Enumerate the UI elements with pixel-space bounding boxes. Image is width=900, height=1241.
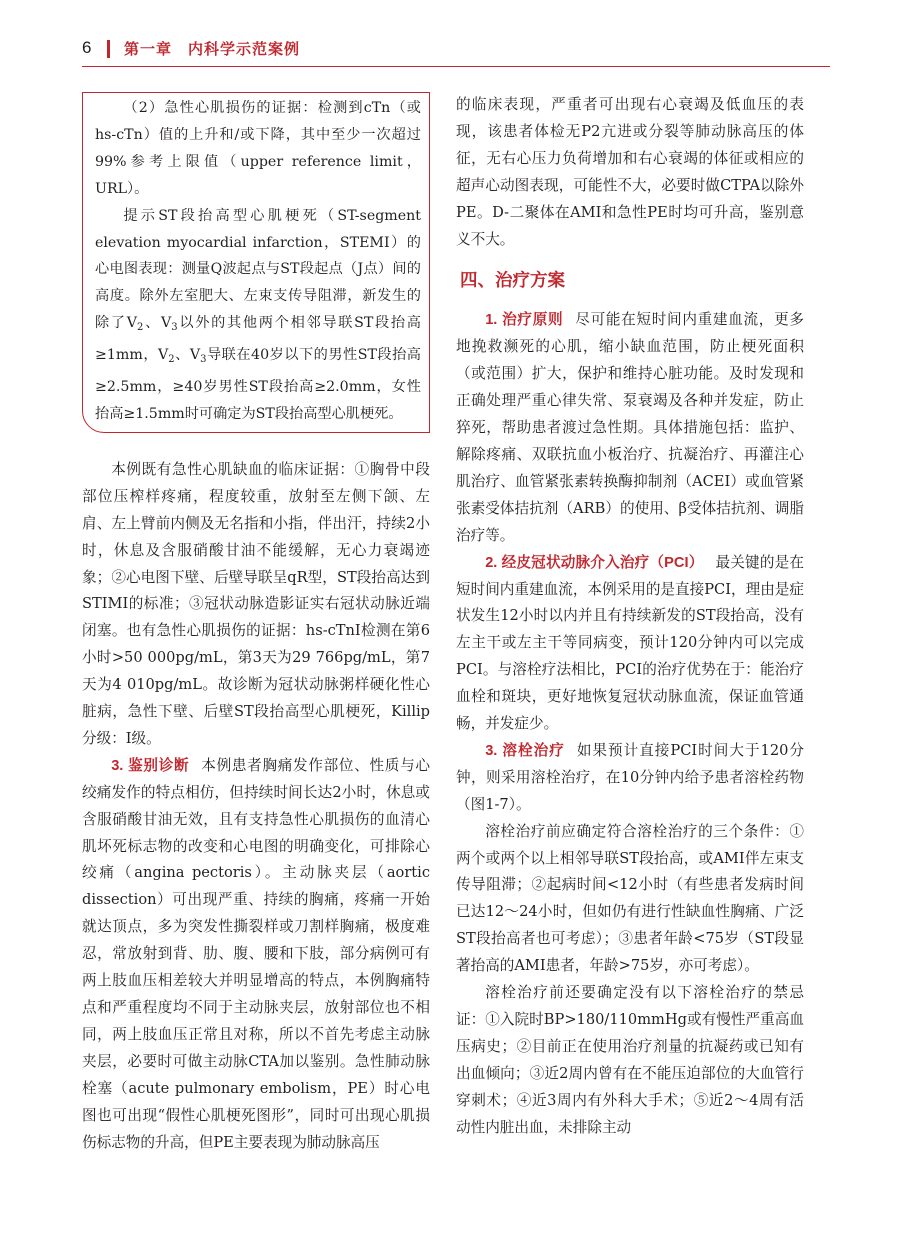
pci-paragraph: 2. 经皮冠状动脉介入治疗（PCI） 最关键的是在短时间内重建血流，本例采用的是直接PCI，理由是症状发生12小时以内并且有持续新发的ST段抬高，没有左主干或左主干等同病变，预计120分钟内可以完成PCI。与溶栓疗法相比，PCI的治疗优势在于：能治疗血栓和斑块，更好地恢复冠状动脉血流，保证血管通畅，并发症少。: [456, 553, 804, 733]
running-header: [82, 34, 830, 62]
header-rule: [82, 66, 830, 67]
thrombolysis-heading: 3. 溶栓治疗: [485, 742, 565, 759]
diagnosis-paragraph: 本例既有急性心肌缺血的临床证据：①胸骨中段部位压榨样疼痛，程度较重，放射至左侧下颌、左肩、左上臂前内侧及无名指和小指，伴出汗，持续2小时，休息及含服硝酸甘油不能缓解，无心力衰竭迹象；②心电图下壁、后壁导联呈qR型，ST段抬高达到STIMI的标准；③冠状动脉造影证实右冠状动脉近端闭塞。也有急性心肌损伤的证据：hs-cTnI检测在第6小时>50 000pg/mL，第3天为29 766pg/mL，第7天为4 010pg/mL。故诊断为冠状动脉粥样硬化性心脏病，急性下壁、后壁ST段抬高型心肌梗死，Killip分级：Ⅰ级。: [82, 460, 430, 747]
info-box: [82, 92, 430, 433]
treatment-principle-heading: 1. 治疗原则: [485, 312, 564, 329]
page-number: 6: [82, 38, 92, 57]
section-heading: 四、治疗方案: [460, 270, 565, 291]
treatment-principle-paragraph: 1. 治疗原则 尽可能在短时间内重建血流，更多地挽救濒死的心肌，缩小缺血范围，防止梗死面积（或范围）扩大，保护和维持心脏功能。及时发现和正确处理严重心律失常、泵衰竭及各种并发症，防止猝死，帮助患者渡过急性期。具体措施包括：监护、解除疼痛、双联抗血小板治疗、抗凝治疗、再灌注心肌治疗、血管紧张素转换酶抑制剂（ACEI）或血管紧张素受体拮抗剂（ARB）的使用、β受体拮抗剂、调脂治疗等。: [456, 311, 804, 544]
thrombolysis-paragraph: 3. 溶栓治疗 如果预计直接PCI时间大于120分钟，则采用溶栓治疗，在10分钟内给予患者溶栓药物（图1-7）。: [456, 741, 804, 813]
continued-paragraph: 的临床表现，严重者可出现右心衰竭及低血压的表现，该患者体检无P2亢进或分裂等肺动脉高压的体征，无右心压力负荷增加和右心衰竭的体征或相应的超声心动图表现，可能性不大，必要时做CTPA以除外PE。D-二聚体在AMI和急性PE时均可升高，鉴别意义不大。: [456, 96, 804, 248]
differential-paragraph: 3. 鉴别诊断 本例患者胸痛发作部位、性质与心绞痛发作的特点相仿，但持续时间长达2小时，休息或含服硝酸甘油无效，且有支持急性心肌损伤的血清心肌坏死标志物的改变和心电图的明确变化，可排除心绞痛（angina pectoris）。主动脉夹层（aortic dissection）可出现严重、持续的胸痛，疼痛一开始就达顶点，多为突发性撕裂样或刀割样胸痛，极度难忍，常放射到背、肋、腹、腰和下肢，部分病例可有两上肢血压相差较大并明显增高的特点，本例胸痛特点和严重程度均不同于主动脉夹层，放射部位也不相同，两上肢血压正常且对称，所以不首先考虑主动脉夹层，必要时可做主动脉CTA加以鉴别。急性肺动脉栓塞（acute pulmonary embolism，PE）时心电图也可出现“假性心肌梗死图形”，同时可出现心肌损伤标志物的升高，但PE主要表现为肺动脉高压: [82, 756, 430, 1151]
thrombolysis-contraindications-paragraph: 溶栓治疗前还要确定没有以下溶栓治疗的禁忌证：①入院时BP>180/110mmHg或有慢性严重高血压病史；②目前正在使用治疗剂量的抗凝药或已知有出血倾向；③近2周内曾有在不能压迫部位的大血管行穿刺术；④近3周内有外科大手术；⑤近2～4周有活动性内脏出血，未排除主动: [456, 984, 804, 1136]
left-column: [82, 92, 430, 1156]
box-paragraph-2: 提示ST段抬高型心肌梗死（ST-segment elevation myocardial infarction，STEMI）的心电图表现：测量Q波起点与ST段起点（J点）间的高度。除外左室肥大、左束支传导阻滞，新发生的除了$V_2$、$V_3$以外的其他两个相邻导联ST段抬高≥1mm，$V_2$、$V_3$导联在40岁以下的男性ST段抬高≥2.5mm，≥40岁男性ST段抬高≥2.0mm，女性抬高≥1.5mm时可确定为ST段抬高型心肌梗死。: [95, 207, 421, 422]
chapter-title: 第一章 内科学示范案例: [124, 41, 301, 58]
box-paragraph-1: （2）急性心肌损伤的证据：检测到cTn（或hs-cTn）值的上升和/或下降，其中至少一次超过99%参考上限值（upper reference limit，URL）。: [95, 100, 421, 197]
header-divider-bar: [107, 40, 110, 58]
thrombolysis-conditions-paragraph: 溶栓治疗前应确定符合溶栓治疗的三个条件：①两个或两个以上相邻导联ST段抬高，或AMI伴左束支传导阻滞；②起病时间<12小时（有些患者发病时间已达12～24小时，但如仍有进行性缺血性胸痛、广泛ST段抬高者也可考虑）；③患者年龄<75岁（ST段显著抬高的AMI患者，年龄>75岁，亦可考虑）。: [456, 822, 804, 975]
right-column: [456, 92, 804, 1142]
pci-heading: 2. 经皮冠状动脉介入治疗（PCI）: [485, 554, 704, 571]
differential-heading: 3. 鉴别诊断: [111, 757, 190, 774]
